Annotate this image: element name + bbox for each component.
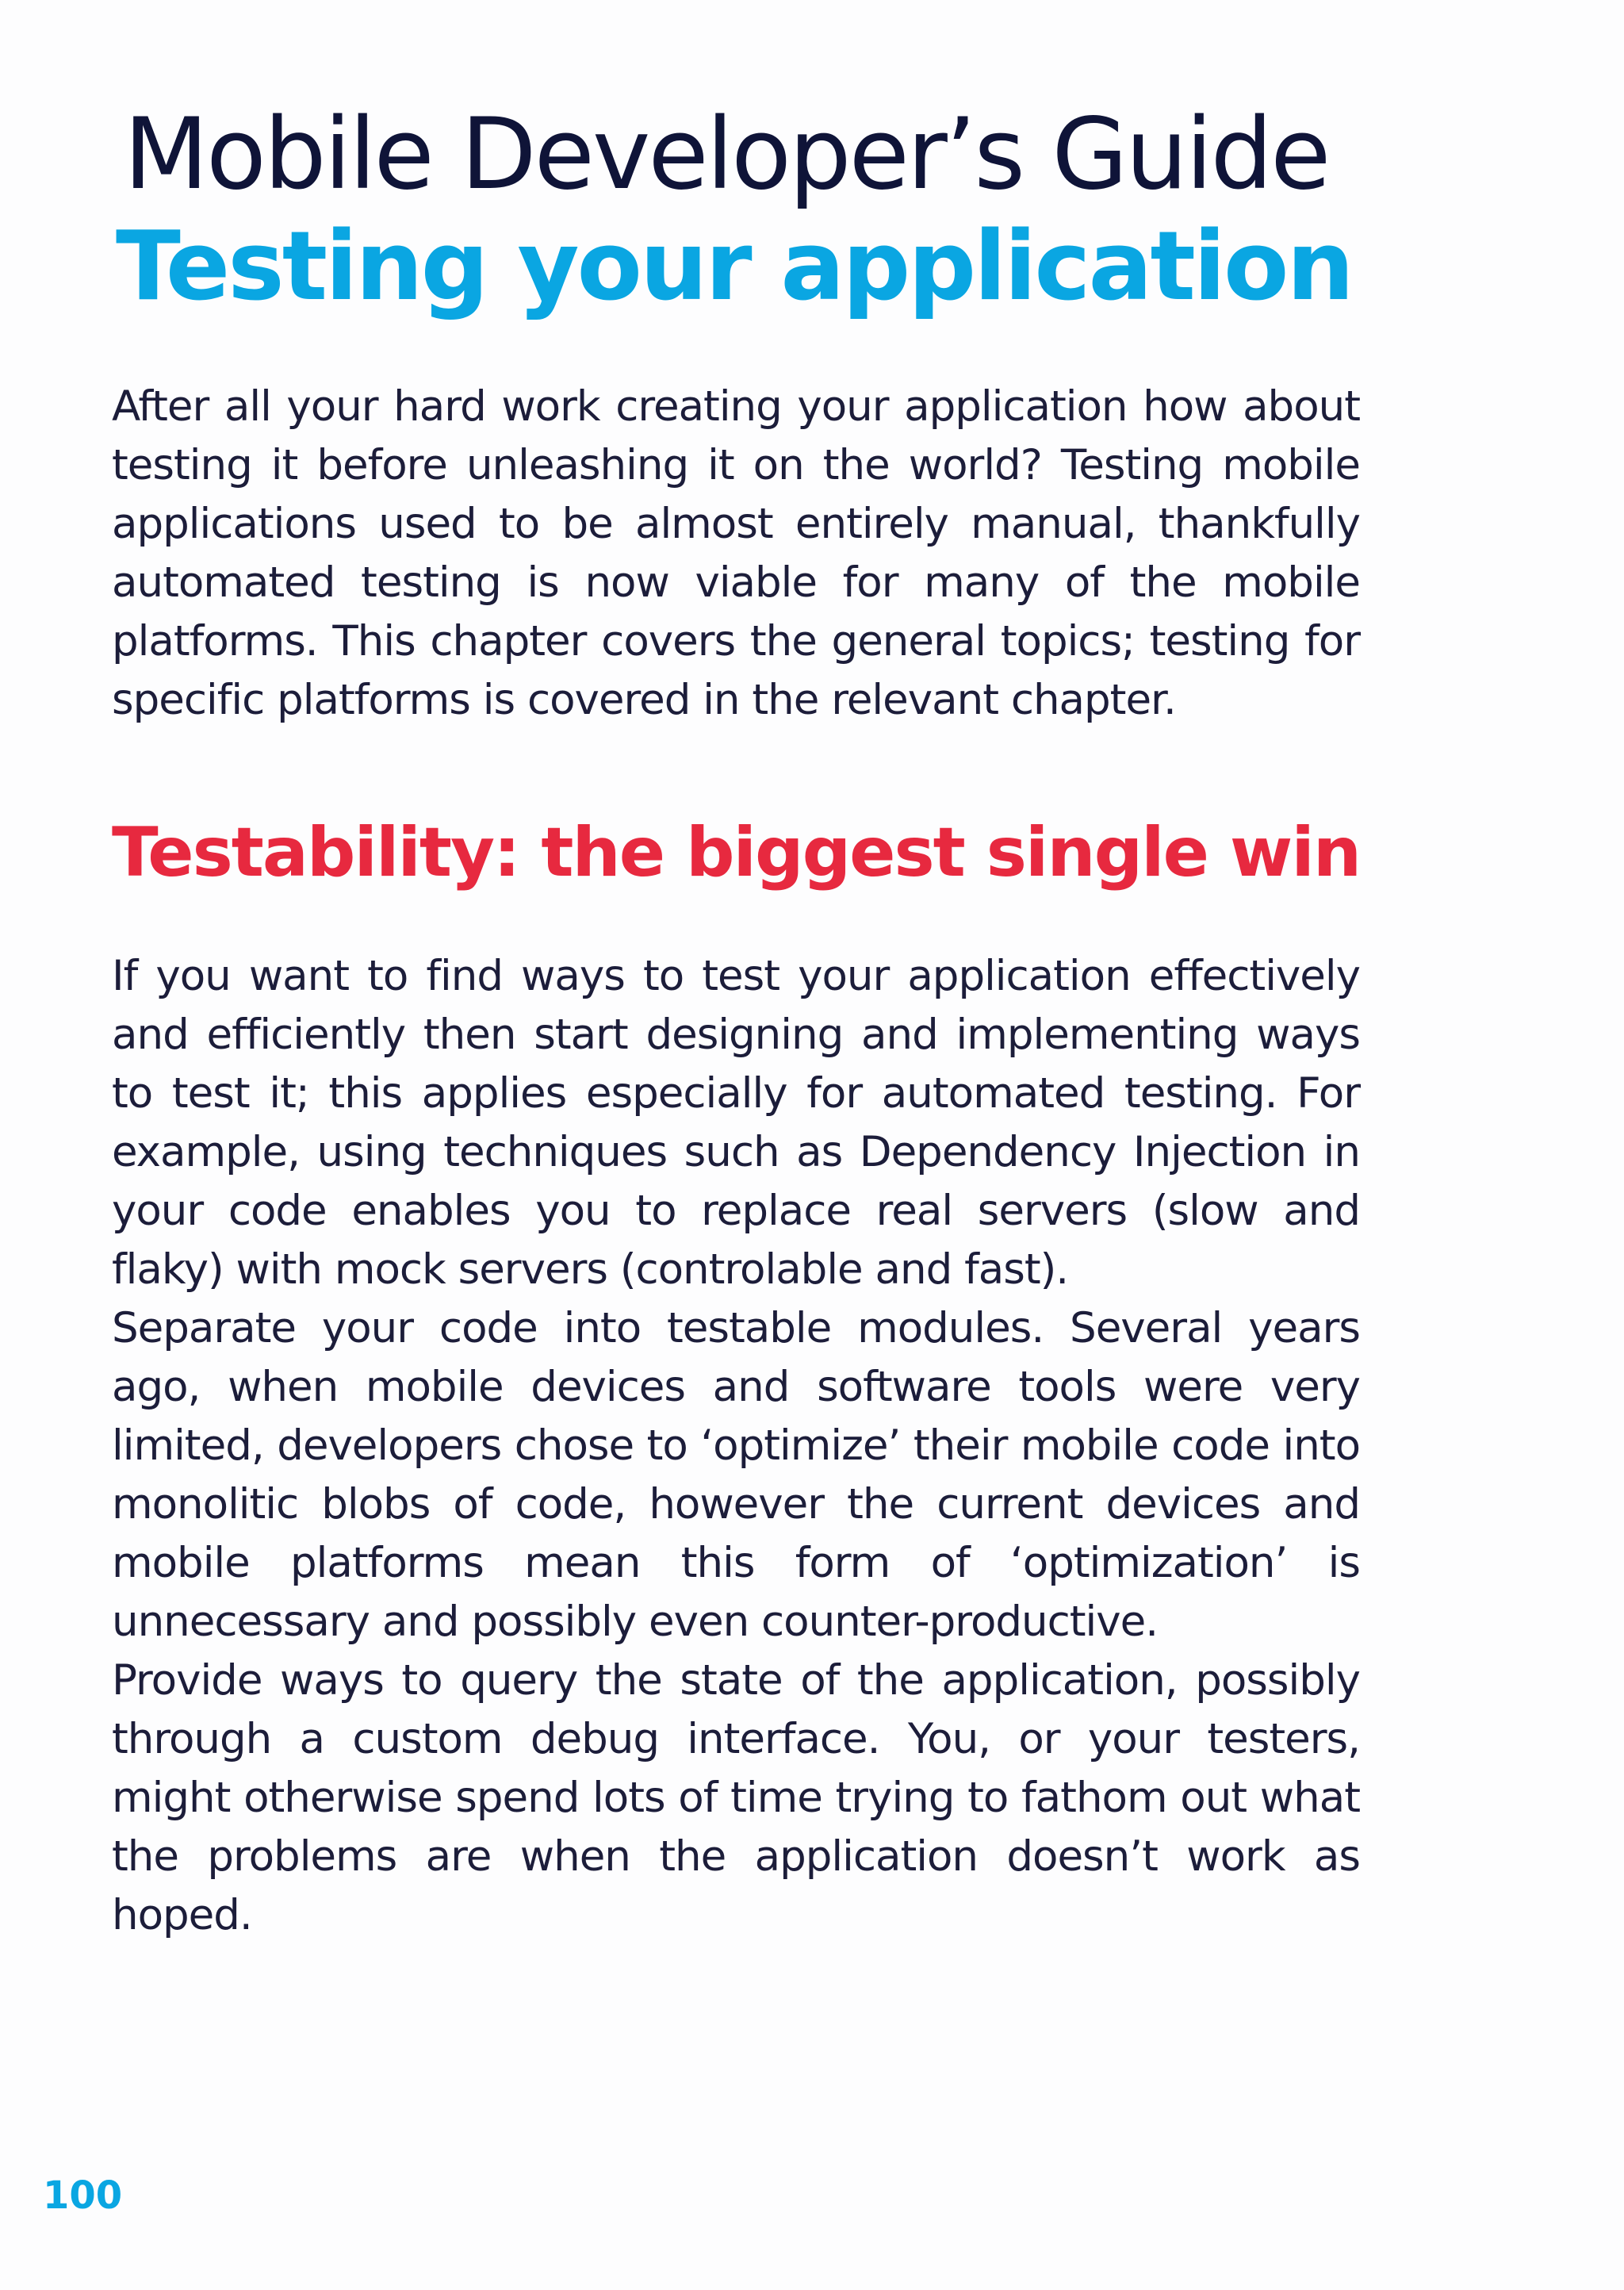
section-heading: Testability: the biggest single win — [112, 813, 1361, 892]
section-body — [112, 947, 1360, 1945]
chapter-title: Testing your application — [116, 212, 1352, 322]
intro-paragraph: After all your hard work creating your application how about testing it before unleashing it on the world? Testing mobile applications used to be almost entirely manual, thankfully automated testing is now viable for many of the mobile platforms. This chapter covers the general topics; testing for specific platforms is covered in the relevant chapter. — [112, 382, 1360, 724]
book-title: Mobile Developer’s Guide — [124, 98, 1329, 212]
body-paragraph-3: Provide ways to query the state of the application, possibly through a custom debug interface. You, or your testers, might otherwise spend lots of time trying to fathom out what the problems are when the application doesn’t work as hoped. — [112, 1656, 1360, 1939]
body-paragraph-2: Separate your code into testable modules. Several years ago, when mobile devices and software tools were very limited, developers chose to ‘optimize’ their mobile code into monolitic blobs of code, however the current devices and mobile platforms mean this form of ‘optimization’ is unnecessary and possibly even counter-productive. — [112, 1304, 1360, 1646]
body-paragraph-1: If you want to find ways to test your application effectively and efficiently then start designing and implementing ways to test it; this applies especially for automated testing. For example, using techniques such as Dependency Injection in your code enables you to replace real servers (slow and flaky) with mock servers (controlable and fast). — [112, 952, 1360, 1294]
page-number: 100 — [43, 2173, 123, 2218]
